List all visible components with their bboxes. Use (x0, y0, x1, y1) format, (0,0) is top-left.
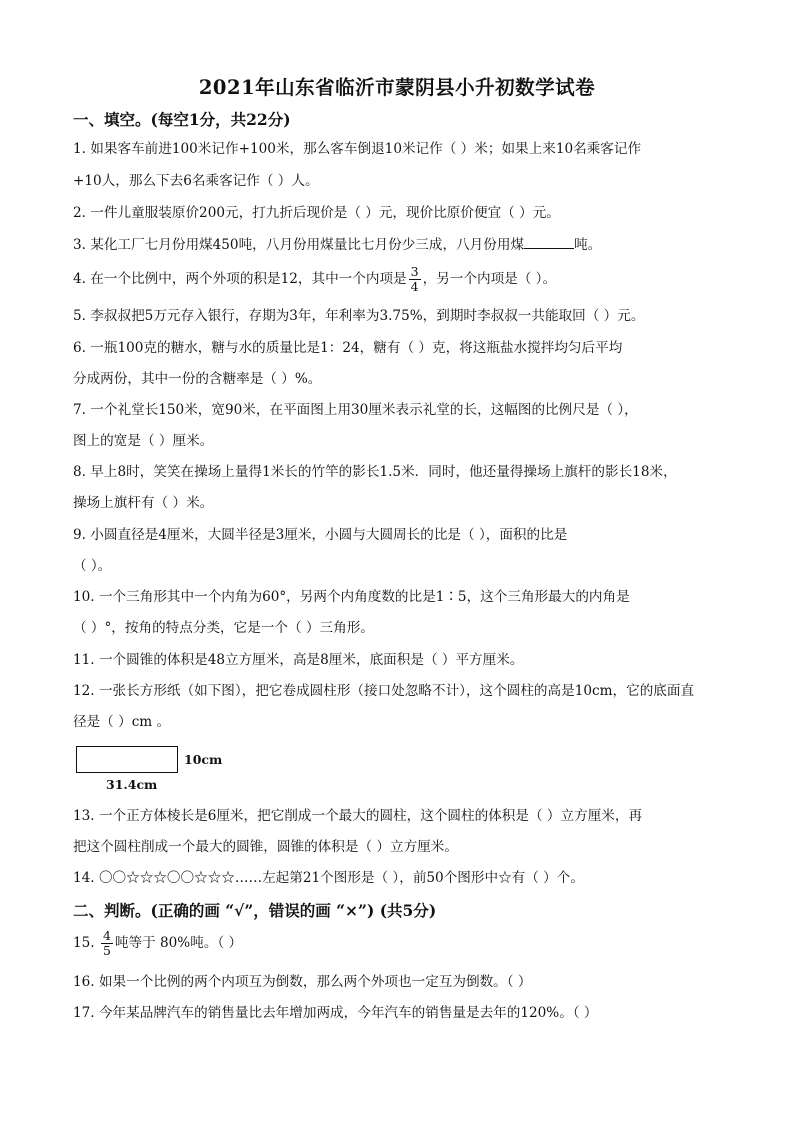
question-11: 11. 一个圆锥的体积是48立方厘米，高是8厘米，底面积是（ ）平方厘米。 (73, 652, 524, 668)
question-13-line-1: 13. 一个正方体棱长是6厘米，把它削成一个最大的圆柱，这个圆柱的体积是（ ）立方厘米，再 (73, 808, 643, 824)
question-4-text-end: ，另一个内项是（ ）。 (422, 271, 557, 287)
fraction-denominator: 5 (102, 943, 111, 958)
question-6-line-2: 分成两份，其中一份的含糖率是（ ）%。 (73, 371, 322, 387)
question-7-line-1: 7. 一个礼堂长150米，宽90米，在平面图上用30厘米表示礼堂的长，这幅图的比例尺是（ ）， (73, 402, 638, 418)
question-3-text: 3. 某化工厂七月份用煤450吨，八月份用煤量比七月份少三成，八月份用煤 (73, 237, 525, 253)
question-9-line-1: 9. 小圆直径是4厘米，大圆半径是3厘米，小圆与大圆周长的比是（ ），面积的比是 (73, 527, 568, 543)
rectangle-height-label: 10cm (184, 752, 223, 767)
question-7-line-2: 图上的宽是（ ）厘米。 (73, 433, 214, 449)
question-4-text: 4. 在一个比例中，两个外项的积是12，其中一个内项是 (73, 271, 407, 287)
fraction-four-fifths (101, 929, 113, 958)
fraction-three-quarters (409, 265, 421, 294)
question-3 (73, 234, 601, 255)
rectangle-paper-figure (76, 746, 178, 773)
question-17: 17. 今年某品牌汽车的销售量比去年增加两成，今年汽车的销售量是去年的120%。（ ） (73, 1005, 598, 1021)
question-1-line-2: +10人，那么下去6名乘客记作（ ）人。 (73, 173, 319, 189)
question-8-line-2: 操场上旗杆有（ ）米。 (73, 495, 214, 511)
question-15 (73, 926, 242, 960)
question-5: 5. 李叔叔把5万元存入银行，存期为3年，年利率为3.75%，到期时李叔叔一共能取回（ ）元。 (73, 308, 645, 324)
fraction-numerator: 4 (102, 928, 111, 943)
question-15-text: 吨等于 80%吨。（ ） (114, 935, 243, 951)
question-10-line-2: （ ）°，按角的特点分类，它是一个（ ）三角形。 (73, 620, 374, 636)
question-14: 14. 〇〇☆☆☆〇〇☆☆☆……左起第21个图形是（ ），前50个图形中☆有（ ）个。 (73, 870, 584, 886)
question-9-line-2: （ ）。 (73, 558, 112, 574)
rectangle-width-label: 31.4cm (106, 777, 158, 792)
question-1-line-1: 1. 如果客车前进100米记作+100米，那么客车倒退10米记作（ ）米；如果上来10名乘客记作 (73, 141, 642, 157)
question-16: 16. 如果一个比例的两个内项互为倒数，那么两个外项也一定互为倒数。（ ） (73, 974, 532, 990)
question-15-number: 15. (73, 935, 95, 951)
question-2: 2. 一件儿童服装原价200元，打九折后现价是（ ）元，现价比原价便宜（ ）元。 (73, 205, 560, 221)
question-12-line-1: 12. 一张长方形纸（如下图），把它卷成圆柱形（接口处忽略不计），这个圆柱的高是10cm，它的底面直 (73, 683, 695, 699)
question-4 (73, 262, 556, 296)
answer-blank-line (524, 234, 574, 249)
fraction-denominator: 4 (410, 279, 419, 294)
question-10-line-1: 10. 一个三角形其中一个内角为60°，另两个内角度数的比是1∶5，这个三角形最大的内角是 (73, 589, 630, 605)
section-fill-blank-heading: 一、填空。(每空1分，共22分) (73, 110, 291, 129)
page-title: 2021年山东省临沂市蒙阴县小升初数学试卷 (198, 76, 596, 99)
question-12-line-2: 径是（ ）cm 。 (73, 714, 171, 730)
section-judgement-heading: 二、判断。(正确的画 “√”，错误的画 “×”) (共5分) (73, 901, 437, 920)
question-13-line-2: 把这个圆柱削成一个最大的圆锥，圆锥的体积是（ ）立方厘米。 (73, 839, 458, 855)
fraction-numerator: 3 (410, 264, 419, 279)
question-6-line-1: 6. 一瓶100克的糖水，糖与水的质量比是1：24，糖有（ ）克，将这瓶盐水搅拌均匀后平均 (73, 340, 623, 356)
question-3-unit: 吨。 (574, 237, 602, 253)
question-8-line-1: 8. 早上8时，笑笑在操场上量得1米长的竹竿的影长1.5米．同时，他还量得操场上旗杆的影长18米， (73, 464, 677, 480)
